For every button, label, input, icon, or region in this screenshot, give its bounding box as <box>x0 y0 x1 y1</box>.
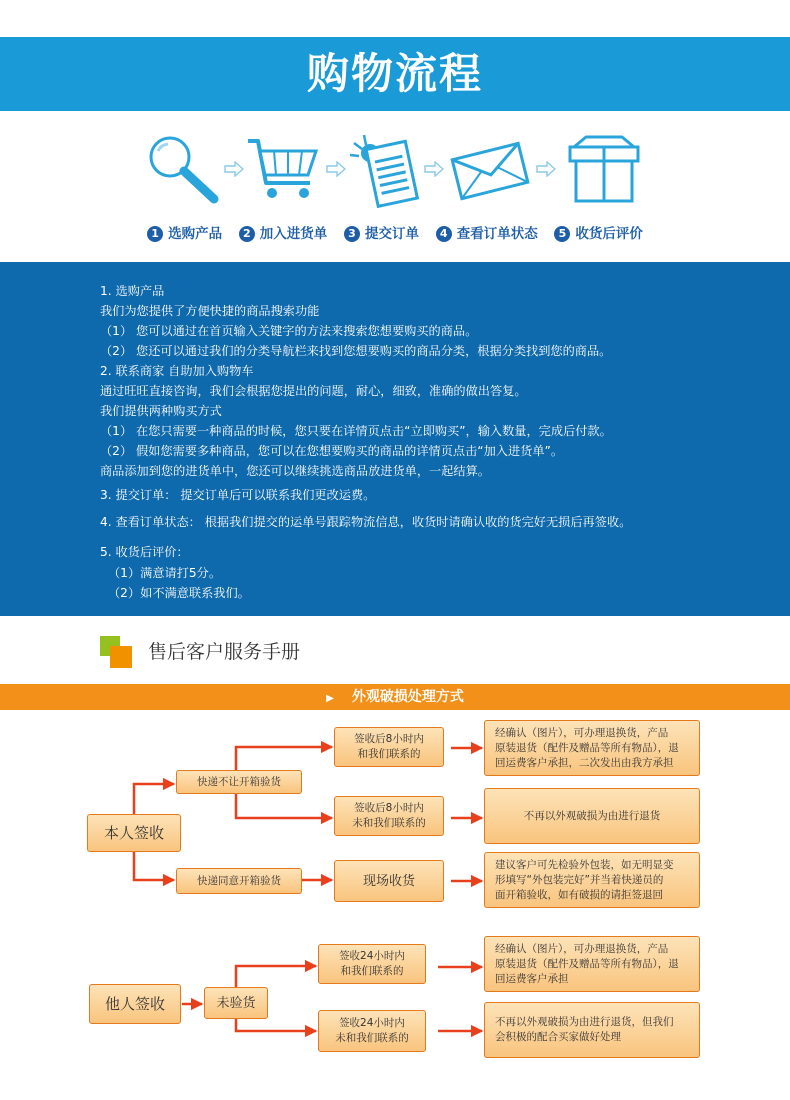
detail-line: （1） 在您只需要一种商品的时候，您只要在详情页点击“立即购买”，输入数量，完成后付款。 <box>100 424 612 438</box>
node-not-checked: 未验货 <box>204 987 268 1019</box>
node-self-sign: 本人签收 <box>87 814 181 852</box>
play-triangle-icon: ▶ <box>326 693 334 704</box>
node-within-8h: 签收后8小时内 和我们联系的 <box>334 727 444 767</box>
result-return-exchange: 经确认（图片），可办理退换货，产品 原装退货（配件及赠品等所有物品），退 回运费客户承担，二次发出由我方承担 <box>484 720 700 776</box>
service-manual-title: 售后客户服务手册 <box>148 641 301 663</box>
page-title: 购物流程 <box>0 37 790 111</box>
result-no-return-cooperate: 不再以外观破损为由进行退货，但我们 会积极的配合买家做好处理 <box>484 1002 700 1058</box>
detail-line: 2. 联系商家 自助加入购物车 <box>100 364 254 378</box>
step-3: 3 提交订单 <box>344 222 419 242</box>
detail-line: （1）满意请打5分。 <box>108 566 222 580</box>
detail-line: 5. 收货后评价： <box>100 545 189 559</box>
result-return-exchange-other: 经确认（图片），可办理退换货，产品 原装退货（配件及赠品等所有物品），退 回运费客户承担 <box>484 936 700 992</box>
detail-line: （2） 您还可以通过我们的分类导航栏来找到您想要购买的商品分类，根据分类找到您的商品。 <box>100 344 612 358</box>
step-5: 5 收货后评价 <box>554 222 643 242</box>
detail-line: 商品添加到您的进货单中，您还可以继续挑选商品放进货单，一起结算。 <box>100 464 490 478</box>
node-not-within-24h: 签收24小时内 未和我们联系的 <box>318 1010 426 1052</box>
detail-line: 4. 查看订单状态： 根据我们提交的运单号跟踪物流信息，收货时请确认收的货完好无损后再签收。 <box>100 515 632 529</box>
detail-line: （1） 您可以通过在首页输入关键字的方法来搜索您想要购买的商品。 <box>100 324 478 338</box>
flow-title: 外观破损处理方式 <box>351 689 464 705</box>
detail-line: （2）如不满意联系我们。 <box>108 586 250 600</box>
node-within-24h: 签收24小时内 和我们联系的 <box>318 944 426 984</box>
step-1: 1 选购产品 <box>147 222 222 242</box>
result-no-return: 不再以外观破损为由进行退货 <box>484 788 700 844</box>
node-not-within-8h: 签收后8小时内 未和我们联系的 <box>334 796 444 836</box>
node-other-sign: 他人签收 <box>89 984 181 1024</box>
detail-line: 1. 选购产品 <box>100 284 165 298</box>
node-onsite-receive: 现场收货 <box>334 860 444 902</box>
detail-line: （2） 假如您需要多种商品，您可以在您想要购买的商品的详情页点击“加入进货单”。 <box>100 444 564 458</box>
detail-line: 我们提供两种购买方式 <box>100 404 222 418</box>
detail-line: 3. 提交订单： 提交订单后可以联系我们更改运费。 <box>100 488 376 502</box>
detail-line: 通过旺旺直接咨询，我们会根据您提出的问题，耐心，细致，准确的做出答复。 <box>100 384 527 398</box>
result-inspect-package: 建议客户可先检验外包装，如无明显变 形填写“外包装完好”并当着快递员的 面开箱验收，如有破损的请拒签退回 <box>484 852 700 908</box>
step-4: 4 查看订单状态 <box>436 222 538 242</box>
node-open-check: 快递同意开箱验货 <box>176 868 302 894</box>
step-2: 2 加入进货单 <box>239 222 328 242</box>
detail-line: 我们为您提供了方便快捷的商品搜索功能 <box>100 304 320 318</box>
node-no-open-check: 快递不让开箱验货 <box>176 770 302 794</box>
